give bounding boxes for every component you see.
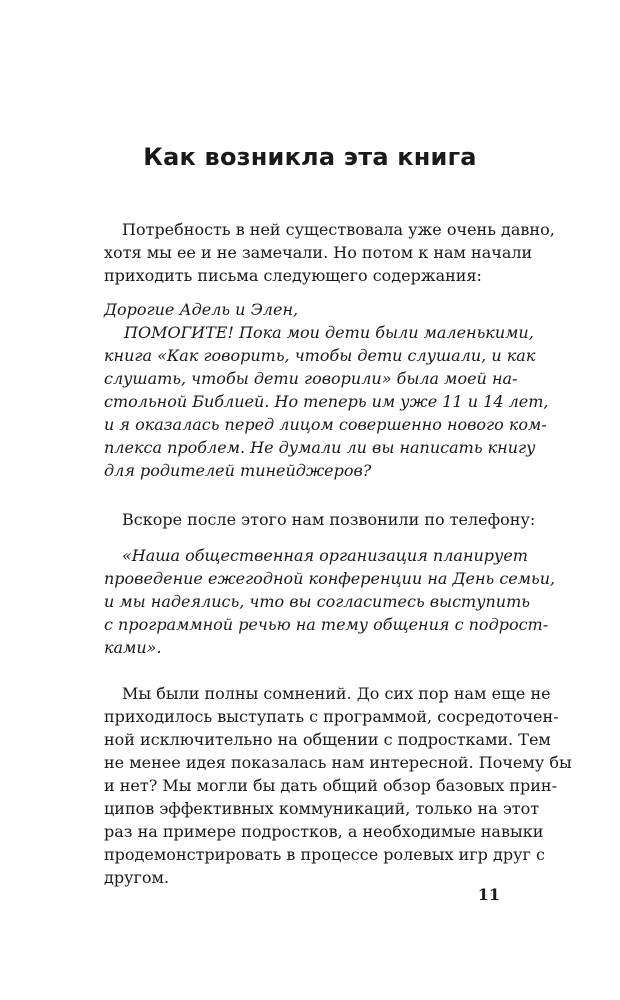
letter-line: плекса проблем. Не думали ли вы написать книгу	[104, 438, 536, 457]
letter-line: стольной Библией. Но теперь им уже 11 и 14 лет,	[104, 392, 549, 411]
text-line: ципов эффективных коммуникаций, только на этот	[104, 799, 540, 818]
text-line: продемонстрировать в процессе ролевых игр друг с	[104, 845, 545, 864]
text-line: другом.	[104, 868, 170, 887]
quote-line: проведение ежегодной конференции на День семьи,	[104, 569, 556, 588]
quote-line: с программной речью на тему общения с подрост-	[104, 615, 549, 634]
text-line: приходилось выступать с программой, сосредоточен-	[104, 707, 559, 726]
letter-line: ПОМОГИТЕ! Пока мои дети были маленькими,	[124, 323, 534, 342]
quote-line: «Наша общественная организация планирует	[122, 546, 528, 565]
quote-line: и мы надеялись, что вы согласитесь выступить	[104, 592, 530, 611]
letter-line: слушать, чтобы дети говорили» была моей на-	[104, 369, 518, 388]
text-line: приходить письма следующего содержания:	[104, 266, 482, 285]
text-line: ной исключительно на общении с подростками. Тем	[104, 730, 551, 749]
text-line: Мы были полны сомнений. До сих пор нам еще не	[122, 684, 551, 703]
letter-line: книга «Как говорить, чтобы дети слушали, и как	[104, 346, 536, 365]
chapter-title: Как возникла эта книга	[143, 143, 477, 171]
letter-line: для родителей тинейджеров?	[104, 461, 372, 480]
text-line: не менее идея показалась нам интересной. Почему бы	[104, 753, 572, 772]
text-line: Вскоре после этого нам позвонили по телефону:	[122, 510, 536, 529]
quote-line: ками».	[104, 638, 162, 657]
page-number: 11	[477, 885, 500, 904]
text-line: и нет? Мы могли бы дать общий обзор базовых прин-	[104, 776, 557, 795]
text-line: Потребность в ней существовала уже очень давно,	[122, 220, 555, 239]
text-line: раз на примере подростков, а необходимые навыки	[104, 822, 544, 841]
letter-salutation: Дорогие Адель и Элен,	[104, 300, 299, 319]
text-line: хотя мы ее и не замечали. Но потом к нам начали	[104, 243, 533, 262]
letter-line: и я оказалась перед лицом совершенно нового ком-	[104, 415, 547, 434]
